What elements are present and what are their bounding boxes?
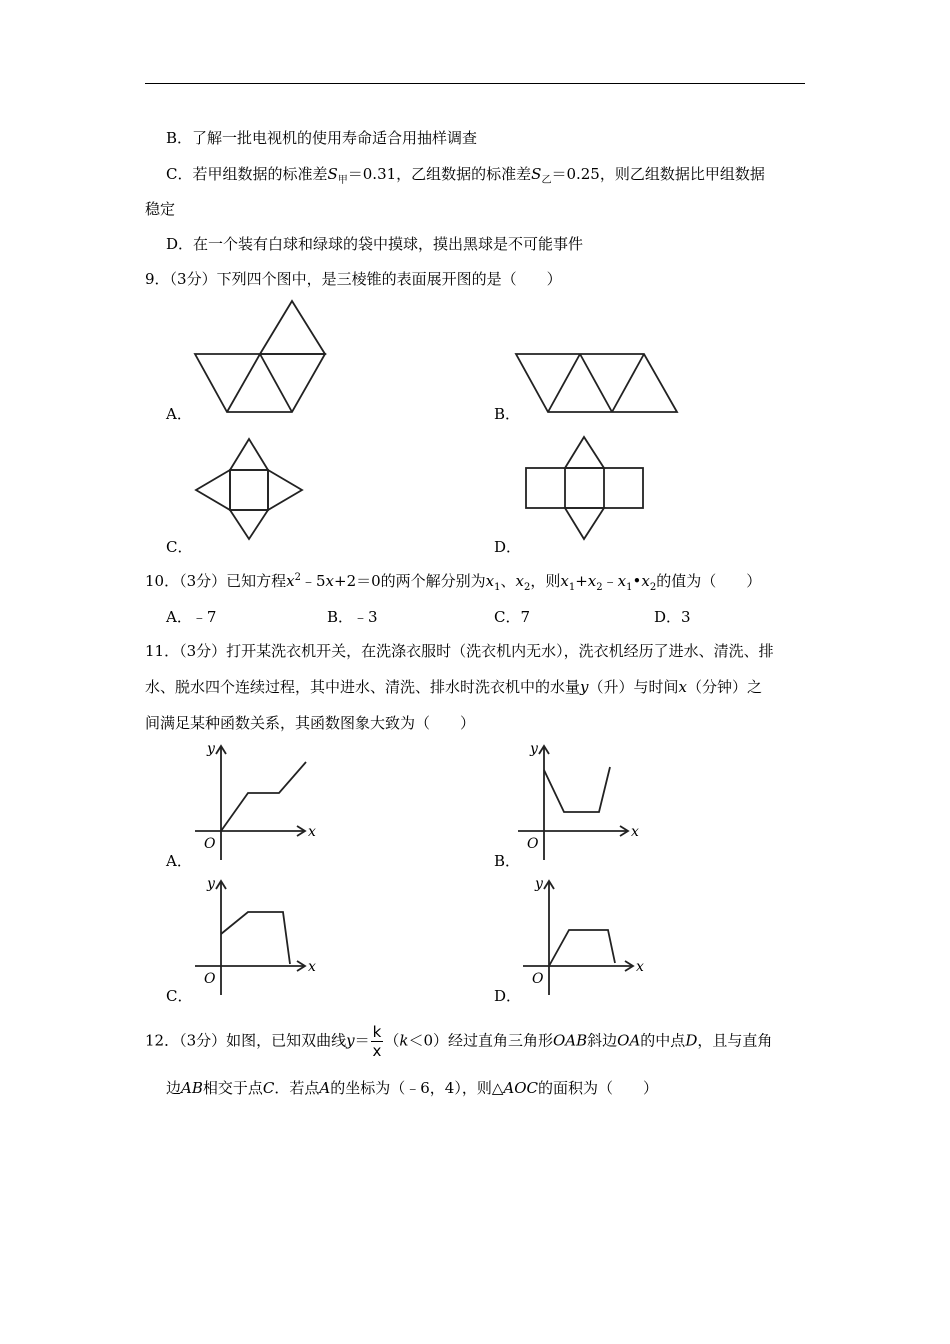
svg-text:O: O (532, 971, 544, 987)
q9-stem: 9．（3分）下列四个图中，是三棱锥的表面展开图的是（ ） (145, 270, 562, 288)
header-rule (145, 83, 805, 84)
svg-text:y: y (530, 741, 538, 757)
q11-graph-c (192, 875, 322, 1000)
q11-line-3: 间满足某种函数关系，其函数图象大致为（ ） (145, 714, 476, 732)
q11-label-b: B． (494, 852, 521, 870)
q9-label-d: D． (494, 538, 522, 556)
q10-stem: 10．（3分）已知方程$x^2﹣5x+2=0$的两个解分别为$x_1$、$x_2$，则$x_1+x_2﹣x_1•x_2$的值为（ ） (145, 572, 762, 593)
svg-text:x: x (631, 824, 639, 840)
svg-text:y: y (207, 741, 215, 757)
q8-option-c-cont: 稳定 (145, 200, 176, 218)
q11-label-d: D． (494, 987, 522, 1005)
q10-option-a: A．﹣7 (166, 608, 217, 626)
q9-label-c: C． (166, 538, 193, 556)
q10-option-c: C．7 (494, 608, 531, 626)
q11-graph-b (515, 740, 645, 865)
q11-label-a: A． (166, 852, 192, 870)
q10-option-b: B．﹣3 (327, 608, 378, 626)
svg-text:O: O (204, 836, 216, 852)
q9-label-a: A． (166, 405, 192, 423)
svg-text:x: x (308, 824, 316, 840)
q8-option-d: D．在一个装有白球和绿球的袋中摸球，摸出黑球是不可能事件 (166, 235, 584, 253)
svg-text:y: y (207, 876, 215, 892)
q11-graph-d (520, 875, 650, 1000)
q9-figure-c (192, 436, 307, 541)
q9-figure-a (190, 296, 330, 418)
q8-option-b: B．了解一批电视机的使用寿命适合用抽样调查 (166, 129, 478, 147)
q9-figure-d (522, 433, 648, 543)
svg-text:O: O (204, 971, 216, 987)
q11-line-1: 11．（3分）打开某洗衣机开关，在洗涤衣服时（洗衣机内无水），洗衣机经历了进水、清洗、排 (145, 642, 774, 660)
q10-option-d: D．3 (654, 608, 691, 626)
q12-line-2: 边AB相交于点C．若点A的坐标为（﹣6，4），则△AOC的面积为（ ） (166, 1079, 658, 1097)
q11-line-2: 水、脱水四个连续过程，其中进水、清洗、排水时洗衣机中的水量y（升）与时间x（分钟）之 (145, 678, 762, 696)
q11-label-c: C． (166, 987, 193, 1005)
q12-line-1: 12．（3分）如图，已知双曲线y＝ $\frac{k}{x}$ （k＜0）经过直角三角形OAB斜边OA的中点D，且与直角 (145, 1023, 773, 1060)
svg-text:y: y (535, 876, 543, 892)
svg-text:x: x (308, 959, 316, 975)
q8-option-c: C．若甲组数据的标准差$S_甲=0.31$，乙组数据的标准差$S_乙=0.25$，则乙组数据比甲组数据 (166, 165, 765, 186)
q9-figure-b (512, 350, 682, 416)
svg-text:O: O (527, 836, 539, 852)
q9-label-b: B． (494, 405, 521, 423)
svg-text:x: x (636, 959, 644, 975)
fraction-k-over-x: $\frac{k}{x}$ (372, 1023, 382, 1060)
q11-graph-a (192, 740, 322, 865)
